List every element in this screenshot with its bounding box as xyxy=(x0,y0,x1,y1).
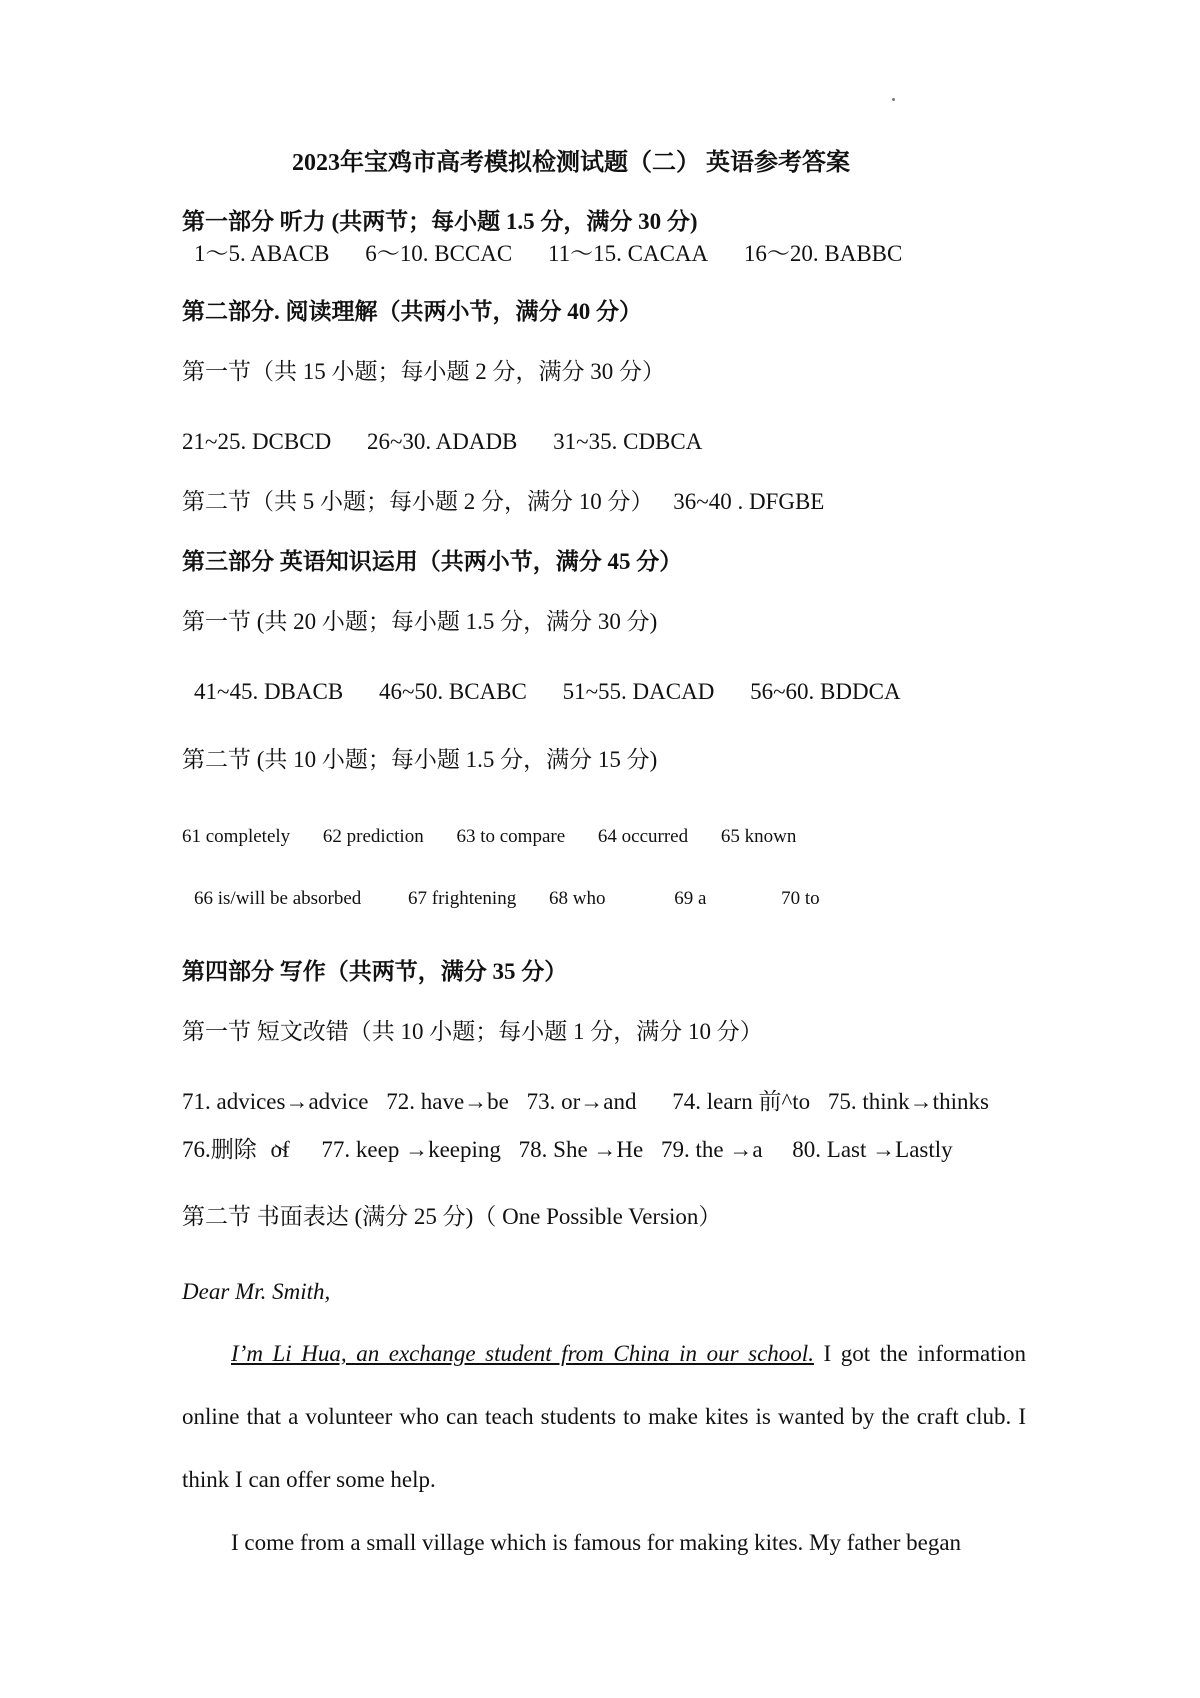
cloze-answer: 63 to compare xyxy=(456,826,566,847)
part3-section2-row2 xyxy=(194,884,848,914)
cloze-answer: 66 is/will be absorbed xyxy=(194,888,362,909)
part1-answers xyxy=(194,239,932,269)
cloze-answer: 62 prediction xyxy=(322,826,424,847)
cloze-answer: 70 to xyxy=(781,888,820,909)
cloze-answer: 64 occurred xyxy=(597,826,689,847)
correction-item: 77. keep →keeping xyxy=(321,1137,501,1162)
part2-section2-heading: 第二节（共 5 小题；每小题 2 分，满分 10 分） xyxy=(182,489,654,514)
cloze-answer: 68 who xyxy=(548,888,606,909)
cloze-answer: 65 known xyxy=(720,826,797,847)
part2-section1-answers xyxy=(182,427,732,457)
part2-section2-line xyxy=(182,487,824,517)
answer-group: 16～20. BABBC xyxy=(743,241,903,266)
part3-section1-heading: 第一节 (共 20 小题；每小题 1.5 分，满分 30 分) xyxy=(182,609,658,634)
answer-group: 51~55. DACAD xyxy=(562,679,715,704)
cloze-answer: 69 a xyxy=(674,888,707,909)
part2-heading: 第二部分. 阅读理解（共两小节，满分 40 分） xyxy=(182,299,642,324)
part3-section2-row1 xyxy=(182,822,824,852)
part2-section1-heading: 第一节（共 15 小题；每小题 2 分，满分 30 分） xyxy=(182,359,665,384)
part4-section2-heading: 第二节 书面表达 (满分 25 分)（ One Possible Version） xyxy=(182,1204,722,1229)
part3-section1-answers xyxy=(194,677,931,707)
part2-section2-answers: 36~40 . DFGBE xyxy=(673,489,825,514)
cloze-answer: 61 completely xyxy=(182,826,291,847)
part3-heading: 第三部分 英语知识运用（共两小节，满分 45 分） xyxy=(182,549,683,574)
part4-section1-row1 xyxy=(182,1087,989,1117)
correction-item: 78. She →He xyxy=(518,1137,644,1162)
answer-group: 41~45. DBACB xyxy=(194,679,344,704)
answer-group: 31~35. CDBCA xyxy=(553,429,703,454)
answer-group: 11～15. CACAA xyxy=(547,241,709,266)
struck-word: of xyxy=(271,1135,290,1165)
correction-item: 72. have→be xyxy=(386,1089,509,1114)
correction-item: 79. the →a xyxy=(660,1137,763,1162)
part3-section2-heading: 第二节 (共 10 小题；每小题 1.5 分，满分 15 分) xyxy=(182,747,658,772)
part4-heading: 第四部分 写作（共两节，满分 35 分） xyxy=(182,959,568,984)
correction-item: 74. learn 前^to xyxy=(672,1089,811,1114)
correction-item: 76.删除 xyxy=(182,1137,257,1162)
letter-intro-sentence: I’m Li Hua, an exchange student from China in our school. xyxy=(231,1341,814,1366)
correction-item: 73. or→and xyxy=(526,1089,637,1114)
correction-item: 80. Last →Lastly xyxy=(792,1137,953,1162)
scan-speck xyxy=(892,98,895,101)
answer-group: 21~25. DCBCD xyxy=(182,429,332,454)
answer-group: 1～5. ABACB xyxy=(194,241,330,266)
letter-paragraph-1 xyxy=(182,1322,1026,1511)
part4-section1-heading: 第一节 短文改错（共 10 小题；每小题 1 分，满分 10 分） xyxy=(182,1019,763,1044)
cloze-answer: 67 frightening xyxy=(408,888,517,909)
letter-paragraph-1-rest: I got the information online that a volunteer who can teach students to make kites is wanted by the craft club. I think I can offer some help. xyxy=(182,1341,1026,1492)
document-title: 2023年宝鸡市高考模拟检测试题（二） 英语参考答案 xyxy=(292,150,850,176)
part1-heading: 第一部分 听力 (共两节；每小题 1.5 分，满分 30 分) xyxy=(182,209,698,234)
letter-paragraph-2: I come from a small village which is famous for making kites. My father began xyxy=(231,1530,962,1555)
correction-item: 75. think→thinks xyxy=(827,1089,989,1114)
answer-group: 46~50. BCABC xyxy=(378,679,527,704)
answer-group: 26~30. ADADB xyxy=(366,429,518,454)
answer-group: 56~60. BDDCA xyxy=(750,679,901,704)
part4-section1-row2 xyxy=(182,1135,965,1165)
correction-item: 71. advices→advice xyxy=(182,1089,369,1114)
letter-salutation: Dear Mr. Smith, xyxy=(182,1279,331,1304)
answer-group: 6～10. BCCAC xyxy=(365,241,513,266)
